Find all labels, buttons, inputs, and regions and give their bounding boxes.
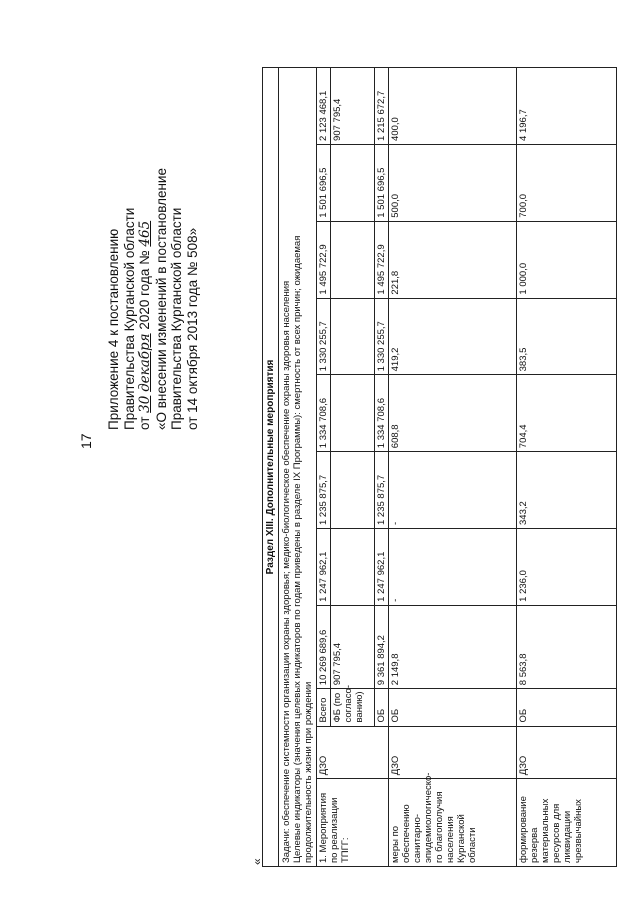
value-year: 1 247 962,1	[317, 529, 331, 606]
value-year: -	[389, 452, 517, 529]
header-line-6: от 14 октября 2013 года № 508»	[184, 227, 200, 430]
table-row	[389, 68, 517, 867]
opening-quote: «	[250, 858, 264, 865]
value-year	[331, 452, 375, 529]
value-year: 907 795,4	[331, 68, 375, 145]
value-year: 1 000,0	[517, 221, 617, 298]
funding-source: ОБ	[517, 689, 617, 726]
indicators-text-1: Целевые индикаторы (значения целевых индикаторов по годам приведены в разделе IX Программы): смертность от всех причин; ожидаемая	[292, 235, 303, 863]
appendix-header	[106, 10, 200, 430]
header-line-2: Правительства Курганской области	[121, 207, 137, 430]
value-year: 1 235 875,7	[317, 452, 331, 529]
header-line-1: Приложение 4 к постановлению	[106, 228, 121, 430]
indicators-text-2: продолжительность жизни при рождении	[303, 681, 314, 863]
table-row	[317, 68, 331, 867]
value-year: 1 236,0	[517, 529, 617, 606]
funding-source: ОБ	[375, 689, 389, 726]
info-cell	[279, 68, 317, 867]
executor: ДЗО	[389, 726, 517, 779]
executor: ДЗО	[317, 726, 389, 779]
section-title-row	[263, 68, 279, 867]
header-date-prefix: от	[137, 416, 152, 430]
table-row	[517, 68, 617, 867]
value-year: 1 334 708,6	[317, 375, 331, 452]
value-year: 1 495 722,9	[375, 221, 389, 298]
measures-table	[262, 67, 617, 867]
value-year: 419,2	[389, 298, 517, 375]
value-year: 1 247 962,1	[375, 529, 389, 606]
value-year	[331, 144, 375, 221]
value-year: 400,0	[389, 68, 517, 145]
page-number: 17	[78, 433, 94, 449]
value-year	[331, 375, 375, 452]
value-year: 1 235 875,7	[375, 452, 389, 529]
value-total: 8 563,8	[517, 605, 617, 688]
value-year: 1 501 696,5	[375, 144, 389, 221]
value-year: 608,8	[389, 375, 517, 452]
value-year: 383,5	[517, 298, 617, 375]
header-date-middle: 2020 года №	[137, 250, 152, 330]
value-total: 907 795,4	[331, 605, 375, 688]
value-year: 1 495 722,9	[317, 221, 331, 298]
value-year: 343,2	[517, 452, 617, 529]
measure-name: 1. Мероприятия по реализации ТПГГ:	[317, 779, 389, 867]
value-total: 9 361 894,2	[375, 605, 389, 688]
funding-source: ОБ	[389, 689, 517, 726]
measure-name: меры по обеспечению санитарно-эпидемиологическо-го благополучия населения Курганской области	[389, 779, 517, 867]
executor: ДЗО	[517, 726, 617, 779]
measure-name: формирование резерва материальных ресурсов для ликвидации чрезвычайных	[517, 779, 617, 867]
header-line-3	[137, 10, 154, 430]
value-year	[331, 221, 375, 298]
value-year: 2 123 468,1	[317, 68, 331, 145]
tasks-text: Задачи: обеспечение системности организации охраны здоровья; медико-биологическое обеспечение охраны здоровья населения	[281, 280, 292, 863]
value-year: 1 501 696,5	[317, 144, 331, 221]
value-total: 10 269 689,6	[317, 605, 331, 688]
handwritten-month: декабря	[137, 333, 153, 392]
value-year: 1 330 255,7	[317, 298, 331, 375]
funding-source: Всего	[317, 689, 331, 726]
value-year: 221,8	[389, 221, 517, 298]
value-year	[331, 298, 375, 375]
value-year: 1 330 255,7	[375, 298, 389, 375]
value-year: 700,0	[517, 144, 617, 221]
value-year: 4 196,7	[517, 68, 617, 145]
header-line-5: Правительства Курганской области	[169, 207, 184, 430]
value-year: 500,0	[389, 144, 517, 221]
value-year: 1 215 672,7	[375, 68, 389, 145]
section-title: Раздел XIII. Дополнительные мероприятия	[263, 68, 279, 867]
handwritten-number: 465	[137, 220, 153, 247]
value-year	[331, 529, 375, 606]
value-year: 704,4	[517, 375, 617, 452]
value-total: 2 149,8	[389, 605, 517, 688]
funding-source: ФБ (по согласо-ванию)	[331, 689, 375, 726]
handwritten-day: 30	[137, 395, 153, 413]
value-year: -	[389, 529, 517, 606]
info-row	[279, 68, 317, 867]
value-year: 1 334 708,6	[375, 375, 389, 452]
header-line-4: «О внесении изменений в постановление	[153, 168, 169, 430]
